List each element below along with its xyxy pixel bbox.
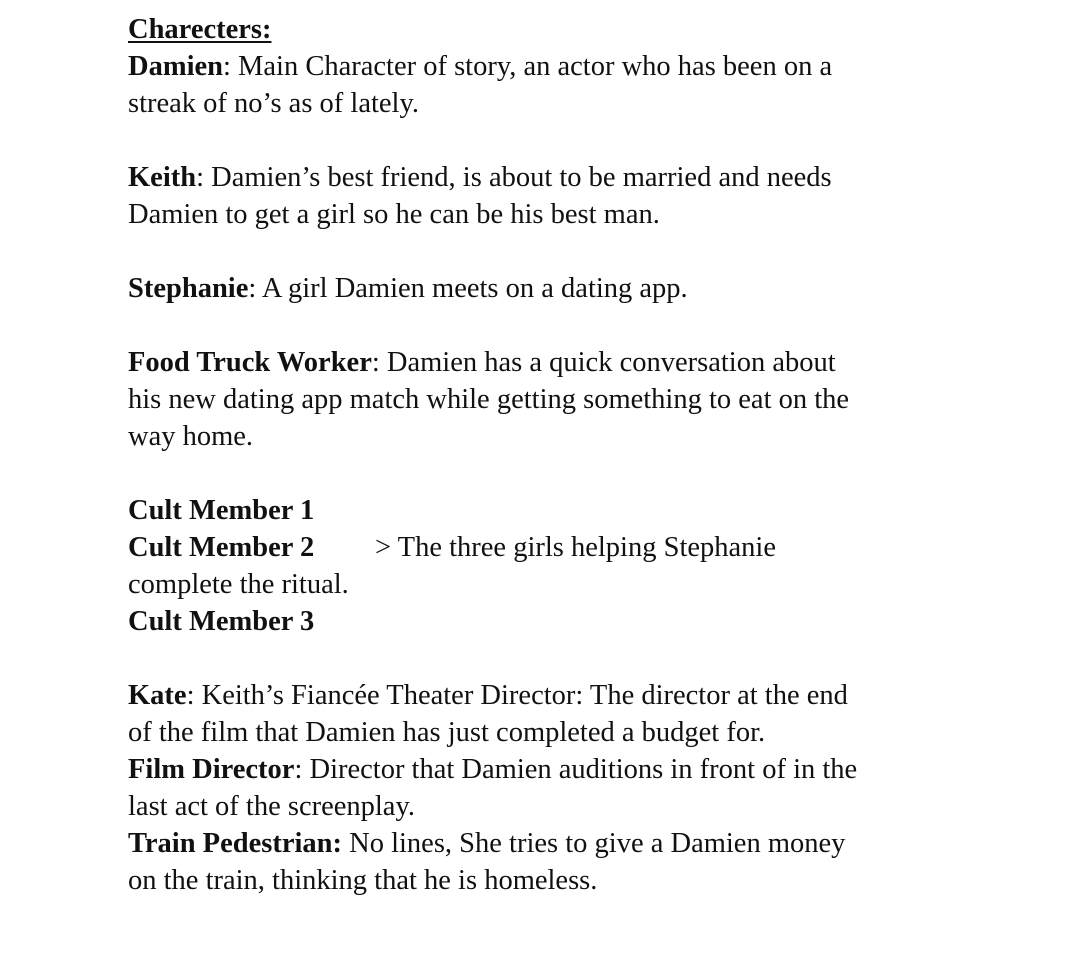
character-keith bbox=[128, 160, 832, 196]
character-description: A girl Damien meets on a dating app. bbox=[261, 273, 688, 304]
separator: : bbox=[371, 347, 387, 378]
character-name: Cult Member 1 bbox=[128, 495, 315, 526]
character-description: Main Character of story, an actor who has been on a bbox=[238, 51, 833, 82]
character-stephanie bbox=[128, 271, 688, 307]
character-name: Food Truck Worker bbox=[128, 347, 372, 378]
character-cult-member-3 bbox=[128, 604, 314, 640]
character-description: No lines, She tries to give a Damien money bbox=[342, 828, 846, 859]
character-description-continued: way home. bbox=[128, 421, 254, 452]
cult-members-note-continued: complete the ritual. bbox=[128, 569, 349, 600]
character-description: Damien’s best friend, is about to be married and needs bbox=[211, 162, 832, 193]
character-damien bbox=[128, 49, 832, 85]
character-description-continued: of the film that Damien has just completed a budget for. bbox=[128, 717, 766, 748]
separator: : bbox=[223, 51, 239, 82]
character-cult-member-1 bbox=[128, 493, 314, 529]
character-name: Train Pedestrian: bbox=[128, 828, 342, 859]
character-description: Damien has a quick conversation about bbox=[386, 347, 836, 378]
character-train-pedestrian bbox=[128, 826, 845, 862]
character-description-continued: Damien to get a girl so he can be his best man. bbox=[128, 199, 660, 230]
character-description-continued: streak of no’s as of lately. bbox=[128, 88, 419, 119]
character-description-continued: last act of the screenplay. bbox=[128, 791, 415, 822]
character-kate bbox=[128, 678, 848, 714]
character-name: Cult Member 2 bbox=[128, 532, 315, 563]
separator: : bbox=[186, 680, 202, 711]
character-description-continued: his new dating app match while getting something to eat on the bbox=[128, 384, 850, 415]
character-name: Damien bbox=[128, 51, 223, 82]
cult-members-note: > The three girls helping Stephanie bbox=[375, 532, 776, 563]
character-name: Keith bbox=[128, 162, 197, 193]
separator: : bbox=[294, 754, 310, 785]
separator: : bbox=[248, 273, 262, 304]
character-description: Keith’s Fiancée Theater Director: The director at the end bbox=[201, 680, 848, 711]
character-cult-member-2 bbox=[128, 530, 314, 566]
character-film-director bbox=[128, 752, 857, 788]
character-description-continued: on the train, thinking that he is homeless. bbox=[128, 865, 598, 896]
character-food-truck-worker bbox=[128, 345, 836, 381]
character-name: Film Director bbox=[128, 754, 295, 785]
separator: : bbox=[196, 162, 212, 193]
character-name: Stephanie bbox=[128, 273, 249, 304]
character-name: Cult Member 3 bbox=[128, 606, 315, 637]
character-description: Director that Damien auditions in front of in the bbox=[309, 754, 858, 785]
character-name: Kate bbox=[128, 680, 187, 711]
document-heading: Charecters: bbox=[128, 14, 272, 45]
